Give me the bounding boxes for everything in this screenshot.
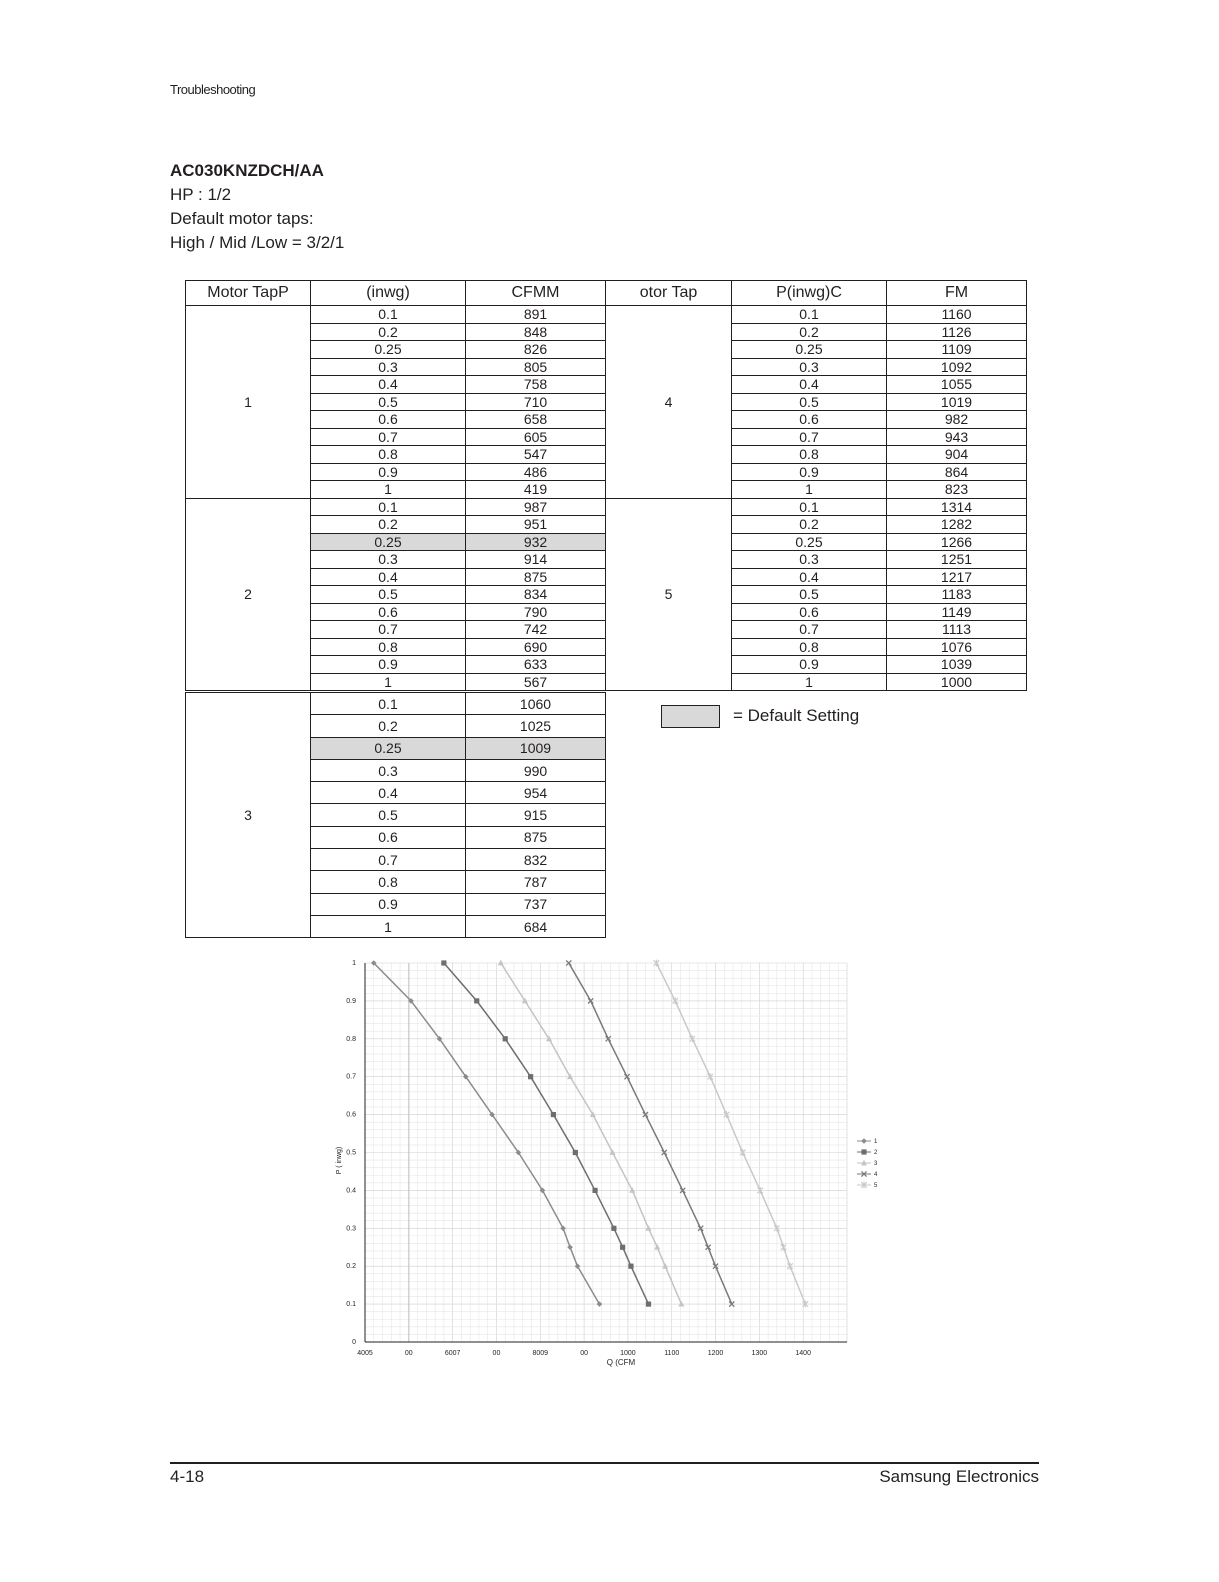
pressure-cell: 0.1	[732, 498, 887, 516]
cfm-cell: 1266	[887, 533, 1027, 551]
header-motor-tap-left: Motor TapP	[186, 281, 311, 306]
fan-performance-table-body	[186, 306, 1027, 691]
x-tick-label: 1100	[664, 1350, 680, 1357]
legend-marker-1	[861, 1138, 867, 1144]
pressure-cell: 0.2	[732, 323, 887, 341]
pressure-cell: 0.9	[732, 656, 887, 674]
table-row	[186, 306, 1027, 324]
legend-label: 1	[874, 1139, 878, 1145]
spec-default-taps-label: Default motor taps:	[170, 209, 314, 228]
cfm-cell: 710	[466, 393, 606, 411]
cfm-cell: 486	[466, 463, 606, 481]
spec-horsepower: HP : 1/2	[170, 185, 232, 204]
pressure-cell: 0.8	[311, 638, 466, 656]
cfm-cell: 875	[466, 826, 606, 848]
x-tick-label: 8009	[532, 1350, 549, 1357]
pressure-cell: 0.6	[311, 411, 466, 429]
cfm-cell: 823	[887, 481, 1027, 499]
series-2-point	[573, 1150, 578, 1155]
table-row	[186, 693, 606, 715]
fan-curve-chart	[330, 950, 890, 1375]
series-line-5	[656, 963, 805, 1304]
header-motor-tap-right: otor Tap	[606, 281, 732, 306]
x-tick-label: 6007	[444, 1350, 461, 1357]
pressure-cell: 0.6	[311, 826, 466, 848]
y-axis-label: P ( inwg)	[336, 1146, 343, 1175]
series-2-point	[620, 1245, 625, 1250]
cfm-cell: 1025	[466, 715, 606, 737]
legend-marker-2	[861, 1149, 866, 1154]
cfm-cell: 904	[887, 446, 1027, 464]
cfm-cell: 787	[466, 871, 606, 893]
pressure-cell: 1	[311, 915, 466, 937]
header-cfm-left: CFMM	[466, 281, 606, 306]
y-tick-label: 0.6	[346, 1111, 356, 1119]
pressure-cell: 0.25	[311, 737, 466, 759]
footer-rule	[170, 1462, 1039, 1464]
cfm-cell: 987	[466, 498, 606, 516]
spec-default-taps-values: High / Mid /Low = 3/2/1	[170, 233, 345, 252]
company-name: Samsung Electronics	[879, 1467, 1039, 1486]
pressure-cell: 0.8	[732, 446, 887, 464]
pressure-cell: 0.4	[311, 376, 466, 394]
y-tick-label: 0	[352, 1339, 356, 1346]
y-tick-label: 0.8	[346, 1035, 356, 1043]
series-2-point	[474, 998, 479, 1003]
pressure-cell: 0.3	[732, 551, 887, 569]
series-1-point	[560, 1226, 566, 1232]
pressure-cell: 0.1	[311, 498, 466, 516]
pressure-cell: 0.6	[732, 411, 887, 429]
y-tick-label: 0.7	[346, 1073, 356, 1081]
cfm-cell: 1055	[887, 376, 1027, 394]
pressure-cell: 0.5	[311, 804, 466, 826]
pressure-cell: 0.1	[732, 306, 887, 324]
pressure-cell: 0.7	[732, 621, 887, 639]
x-tick-label: 00	[492, 1350, 501, 1357]
pressure-cell: 0.4	[732, 376, 887, 394]
series-2-point	[551, 1112, 556, 1117]
pressure-cell: 0.9	[732, 463, 887, 481]
legend-label: 2	[874, 1150, 878, 1156]
pressure-cell: 0.8	[311, 871, 466, 893]
x-tick-label: 1200	[707, 1350, 724, 1357]
cfm-cell: 951	[466, 516, 606, 534]
y-tick-label: 0.4	[346, 1187, 356, 1195]
model-title: AC030KNZDCH/AA	[170, 161, 324, 180]
series-2-point	[628, 1264, 633, 1269]
table-header-row	[186, 281, 1027, 306]
x-tick-label: 4005	[357, 1350, 373, 1357]
cfm-cell: 1109	[887, 341, 1027, 359]
series-2-point	[611, 1226, 616, 1231]
cfm-cell: 1251	[887, 551, 1027, 569]
pressure-cell: 0.3	[311, 358, 466, 376]
cfm-cell: 875	[466, 568, 606, 586]
series-1-point	[567, 1244, 573, 1250]
series-3-point	[498, 960, 504, 966]
cfm-cell: 419	[466, 481, 606, 499]
pressure-cell: 1	[732, 673, 887, 691]
cfm-cell: 1282	[887, 516, 1027, 534]
cfm-cell: 1113	[887, 621, 1027, 639]
cfm-cell: 915	[466, 804, 606, 826]
series-3-point	[678, 1301, 684, 1307]
cfm-cell: 848	[466, 323, 606, 341]
page-number: 4-18	[170, 1467, 205, 1486]
y-tick-label: 0.2	[346, 1263, 356, 1271]
cfm-cell: 690	[466, 638, 606, 656]
pressure-cell: 0.5	[732, 393, 887, 411]
x-tick-label: 1000	[620, 1350, 636, 1357]
series-2-point	[441, 960, 446, 965]
pressure-cell: 0.2	[311, 323, 466, 341]
cfm-cell: 1019	[887, 393, 1027, 411]
x-tick-label: 1400	[795, 1350, 811, 1357]
pressure-cell: 0.6	[311, 603, 466, 621]
pressure-cell: 0.4	[311, 568, 466, 586]
pressure-cell: 0.5	[311, 393, 466, 411]
cfm-cell: 790	[466, 603, 606, 621]
pressure-cell: 1	[311, 481, 466, 499]
series-2-point	[592, 1188, 597, 1193]
table-row	[186, 498, 1027, 516]
cfm-cell: 805	[466, 358, 606, 376]
cfm-cell: 737	[466, 893, 606, 915]
cfm-cell: 547	[466, 446, 606, 464]
pressure-cell: 0.8	[311, 446, 466, 464]
header-cfm-right: FM	[887, 281, 1027, 306]
motor-tap-cell: 2	[186, 498, 311, 691]
series-3-point	[629, 1187, 635, 1193]
pressure-cell: 0.4	[311, 782, 466, 804]
legend-label: 3	[874, 1161, 878, 1167]
pressure-cell: 0.25	[311, 341, 466, 359]
pressure-cell: 0.5	[732, 586, 887, 604]
fan-performance-table	[185, 280, 1027, 691]
pressure-cell: 0.2	[311, 715, 466, 737]
motor-tap-cell: 1	[186, 306, 311, 499]
series-2-point	[646, 1302, 651, 1307]
cfm-cell: 1217	[887, 568, 1027, 586]
cfm-cell: 1039	[887, 656, 1027, 674]
pressure-cell: 0.25	[732, 533, 887, 551]
x-axis-label: Q (CFM	[606, 1358, 636, 1367]
pressure-cell: 0.1	[311, 306, 466, 324]
cfm-cell: 954	[466, 782, 606, 804]
cfm-cell: 684	[466, 915, 606, 937]
pressure-cell: 0.3	[311, 759, 466, 781]
x-tick-label: 00	[404, 1350, 413, 1357]
series-2-point	[503, 1036, 508, 1041]
pressure-cell: 0.9	[311, 656, 466, 674]
default-setting-swatch	[661, 705, 720, 728]
pressure-cell: 0.2	[311, 516, 466, 534]
cfm-cell: 826	[466, 341, 606, 359]
cfm-cell: 914	[466, 551, 606, 569]
pressure-cell: 0.5	[311, 586, 466, 604]
legend-label: 5	[874, 1183, 878, 1189]
pressure-cell: 1	[732, 481, 887, 499]
pressure-cell: 0.1	[311, 693, 466, 715]
y-tick-label: 0.9	[346, 997, 356, 1005]
cfm-cell: 832	[466, 849, 606, 871]
cfm-cell: 1149	[887, 603, 1027, 621]
cfm-cell: 567	[466, 673, 606, 691]
pressure-cell: 0.9	[311, 463, 466, 481]
pressure-cell: 0.25	[311, 533, 466, 551]
cfm-cell: 633	[466, 656, 606, 674]
motor-tap-cell: 4	[606, 306, 732, 499]
y-tick-label: 1	[352, 960, 356, 967]
pressure-cell: 0.7	[311, 849, 466, 871]
series-line-4	[569, 963, 732, 1304]
pressure-cell: 0.7	[311, 621, 466, 639]
pressure-cell: 0.7	[311, 428, 466, 446]
pressure-cell: 0.7	[732, 428, 887, 446]
pressure-cell: 0.9	[311, 893, 466, 915]
header-pressure-left: (inwg)	[311, 281, 466, 306]
pressure-cell: 0.25	[732, 341, 887, 359]
y-tick-label: 0.1	[346, 1301, 356, 1309]
cfm-cell: 1183	[887, 586, 1027, 604]
pressure-cell: 0.8	[732, 638, 887, 656]
y-tick-label: 0.5	[346, 1149, 356, 1157]
cfm-cell: 605	[466, 428, 606, 446]
pressure-cell: 0.3	[311, 551, 466, 569]
x-tick-label: 00	[580, 1350, 588, 1357]
tap3-table-body	[186, 693, 606, 938]
series-3-point	[654, 1244, 660, 1250]
pressure-cell: 0.2	[732, 516, 887, 534]
cfm-cell: 758	[466, 376, 606, 394]
cfm-cell: 1000	[887, 673, 1027, 691]
cfm-cell: 982	[887, 411, 1027, 429]
y-tick-label: 0.3	[346, 1225, 356, 1233]
pressure-cell: 0.6	[732, 603, 887, 621]
cfm-cell: 1126	[887, 323, 1027, 341]
section-header: Troubleshooting	[170, 82, 256, 97]
cfm-cell: 891	[466, 306, 606, 324]
cfm-cell: 834	[466, 586, 606, 604]
header-pressure-right: P(inwg)C	[732, 281, 887, 306]
motor-tap-cell: 5	[606, 498, 732, 691]
cfm-cell: 1160	[887, 306, 1027, 324]
fan-performance-table-tap3	[185, 692, 606, 938]
cfm-cell: 864	[887, 463, 1027, 481]
series-2-point	[528, 1074, 533, 1079]
cfm-cell: 990	[466, 759, 606, 781]
motor-tap-cell: 3	[186, 693, 311, 938]
cfm-cell: 943	[887, 428, 1027, 446]
cfm-cell: 658	[466, 411, 606, 429]
cfm-cell: 1060	[466, 693, 606, 715]
pressure-cell: 1	[311, 673, 466, 691]
x-tick-label: 1300	[751, 1350, 768, 1357]
legend-label: 4	[874, 1172, 878, 1178]
cfm-cell: 1009	[466, 737, 606, 759]
pressure-cell: 0.4	[732, 568, 887, 586]
cfm-cell: 1314	[887, 498, 1027, 516]
cfm-cell: 1076	[887, 638, 1027, 656]
pressure-cell: 0.3	[732, 358, 887, 376]
series-3-point	[646, 1225, 652, 1231]
default-setting-legend: = Default Setting	[733, 706, 860, 725]
cfm-cell: 1092	[887, 358, 1027, 376]
cfm-cell: 742	[466, 621, 606, 639]
series-line-2	[444, 963, 649, 1304]
cfm-cell: 932	[466, 533, 606, 551]
